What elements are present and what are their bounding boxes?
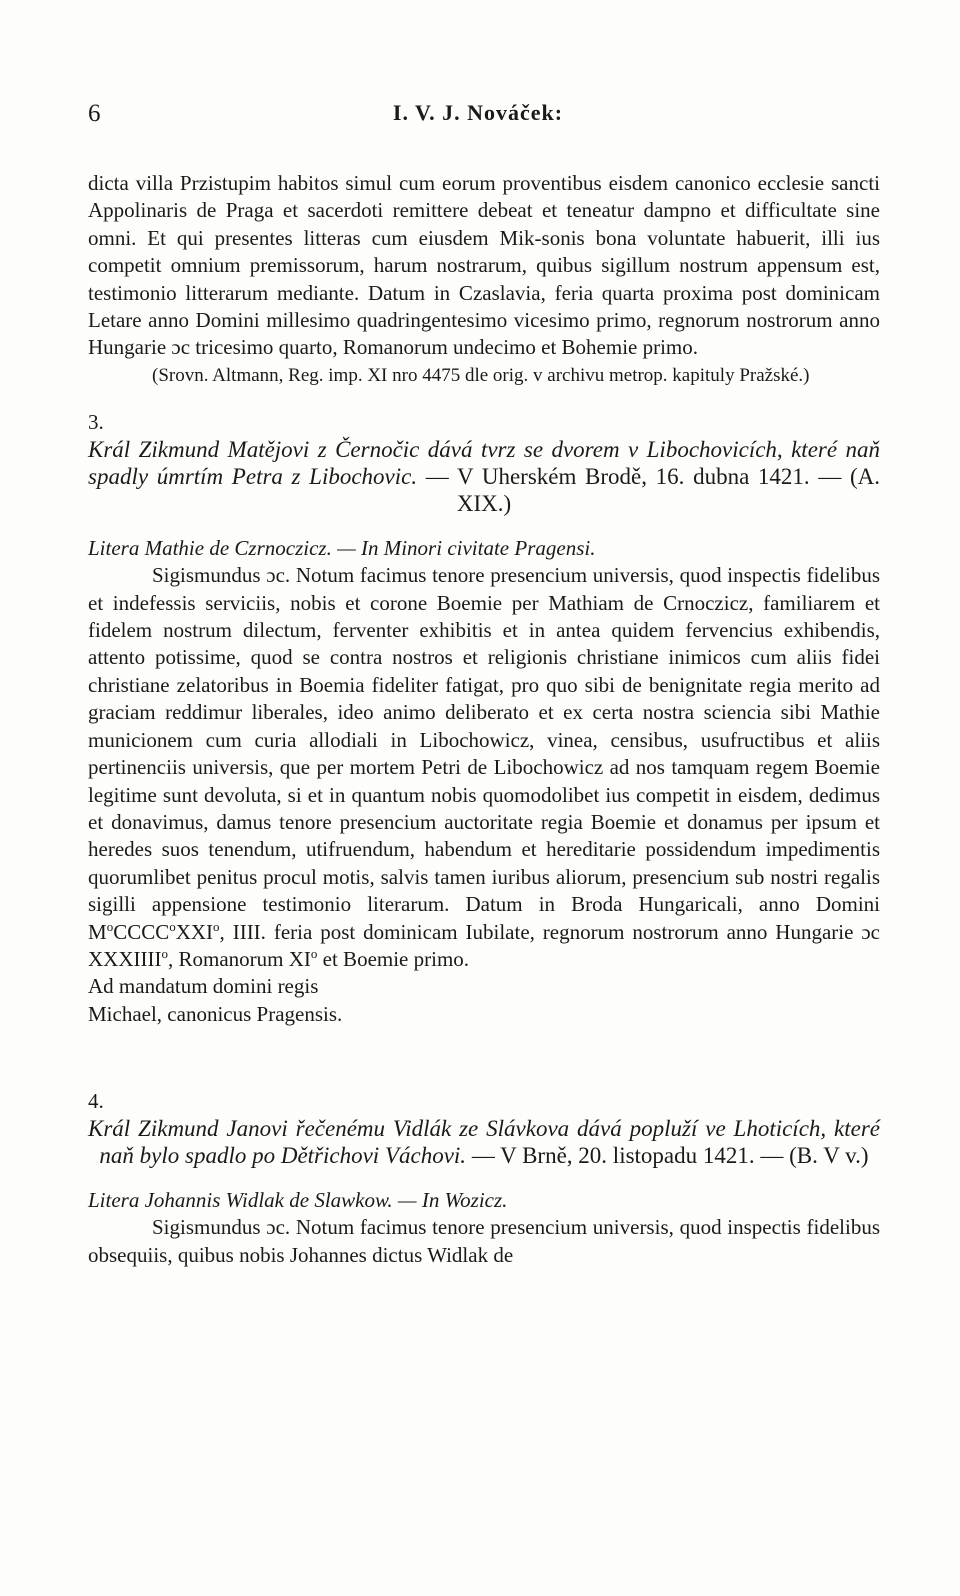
signature-block	[88, 973, 880, 1028]
doc-heading-4: Litera Johannis Widlak de Slawkow. — In Wozicz.	[88, 1188, 508, 1213]
continuation-paragraph: dicta villa Przistupim habitos simul cum eorum proventibus eisdem canonico ecclesie sancti Appolinaris de Praga et sacerdoti remittere debeat et teneatur dampno et difficultate sine omni. Et qui presentes litteras cum eiusdem Mik-sonis bona voluntate habuerit, illi ius competit omnium premissorum, harum nostrarum, quibus sigillum nostrum appensum est, testimonio litterarum mediante. Datum in Czaslavia, feria quarta proxima post dominicam Letare anno Domini millesimo quadringentesimo vicesimo primo, regnorum nostrorum anno Hungarie ɔc tricesimo quarto, Romanorum undecimo et Bohemie primo.	[88, 171, 880, 360]
doc-number-4: 4.	[88, 1089, 104, 1114]
doc-number-3: 3.	[88, 410, 104, 435]
page-header	[88, 100, 868, 140]
signature-line-1: Ad mandatum domini regis	[88, 974, 319, 999]
doc-title-4: Král Zikmund Janovi řečenému Vidlák ze Slávkova dává popluží ve Lhoticích, které naň bylo spadlo po Dětřichovi Váchovi. — V Brně, 20. listopadu 1421. — (B. V v.)	[88, 1116, 880, 1169]
page-body	[88, 170, 880, 1269]
doc-heading-3: Litera Mathie de Czrnoczicz. — In Minori civitate Pragensi.	[88, 536, 596, 561]
running-title: I. V. J. Nováček:	[392, 100, 564, 125]
source-note: (Srovn. Altmann, Reg. imp. XI nro 4475 dle orig. v archivu metrop. kapituly Pražské.)	[152, 364, 810, 386]
doc-title-3: Král Zikmund Matějovi z Černočic dává tvrz se dvorem v Libochovicích, které naň spadly úmrtím Petra z Libochovic. — V Uherském Brodě, 16. dubna 1421. — (A. XIX.)	[88, 437, 881, 517]
doc-text-3: Sigismundus ɔc. Notum facimus tenore presencium universis, quod inspectis fidelibus et indefessis serviciis, nobis et corone Boemie per Mathiam de Crnoczicz, familiarem et fidelem nostrum dilectum, ferventer exhibitis et in antea quidem fervencius exhibendis, attento potissime, quod se contra nostros et religionis christiane inimicos cum aliis fidei christiane zelatoribus in Boemia fideliter fatigat, pro quo sibi de benignitate regia merito ad graciam reddimur liberales, ideo animo deliberato et ex certa nostra sciencia sibi Mathie municionem cum curia allodiali in Libochowicz, vinea, censibus, usufructibus et aliis pertinenciis universis, que per mortem Petri de Libochowicz ad nos tamquam regem Boemie legitime sunt devoluta, si et in quantum nobis quomodolibet ius competit in eisdem, dedimus et donavimus, damus tenore presencium auctoritate regia Boemie et donamus per ipsum et heredes suos tenendum, utifruendum, habendum et hereditarie possidendum impedimentis quorumlibet penitus procul motis, salvis tamen iuribus aliorum, presencium sub nostri regalis sigilli appensione testimonio literarum. Datum in Broda Hungaricali, anno Domini $M^oCCCC^oXXI^o$, IIII. feria post dominicam Iubilate, regnorum nostrorum anno Hungarie ɔc XXXIIII$^o$, Romanorum $XI^o$ et Boemie primo.	[88, 563, 880, 971]
signature-line-2: Michael, canonicus Pragensis.	[88, 1001, 343, 1026]
doc-text-4: Sigismundus ɔc. Notum facimus tenore presencium universis, quod inspectis fidelibus obsequiis, quibus nobis Johannes dictus Widlak de	[88, 1215, 880, 1267]
page-number: 6	[88, 100, 101, 127]
